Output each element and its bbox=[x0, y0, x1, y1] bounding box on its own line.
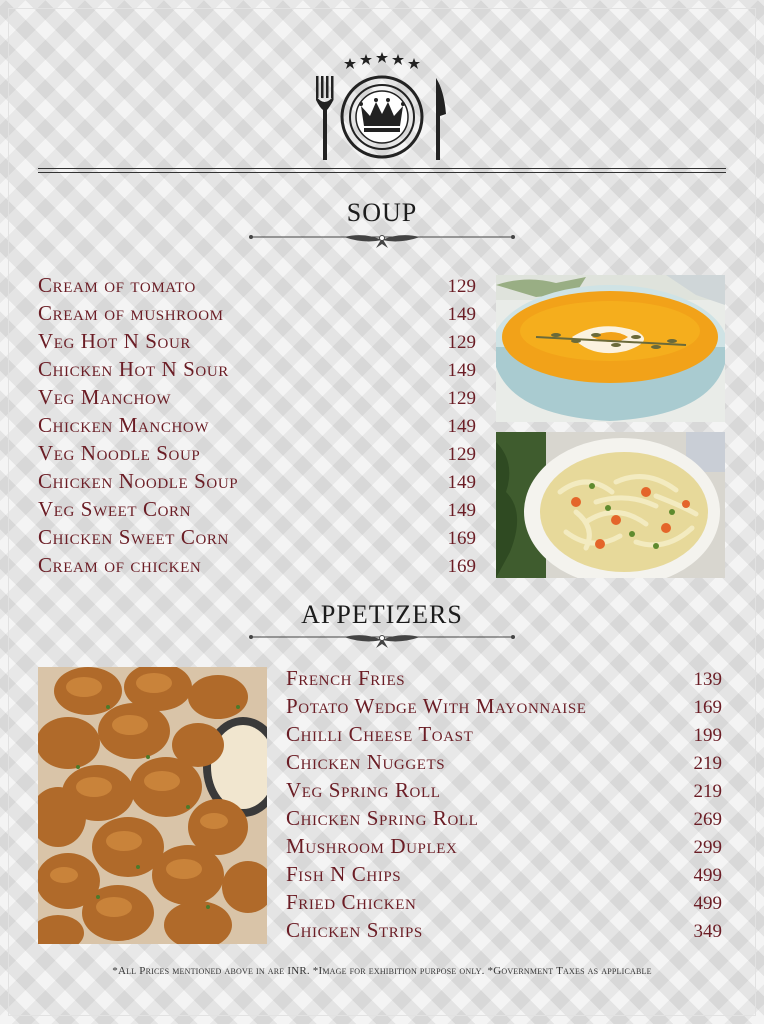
header-divider bbox=[38, 168, 726, 173]
appetizers-title: APPETIZERS bbox=[301, 600, 463, 629]
list-item: French Fries 139 bbox=[286, 666, 722, 690]
list-item: Fish N Chips 499 bbox=[286, 862, 722, 886]
restaurant-logo bbox=[312, 50, 452, 165]
list-item: Chicken Manchow 149 bbox=[38, 413, 476, 437]
soup-title: SOUP bbox=[346, 198, 418, 227]
list-item: Veg Hot N Sour 129 bbox=[38, 329, 476, 353]
list-item: Chicken Strips 349 bbox=[286, 918, 722, 942]
list-item: Chicken Nuggets 219 bbox=[286, 750, 722, 774]
appetizers-menu-list bbox=[286, 666, 722, 946]
list-item: Chicken Sweet Corn 169 bbox=[38, 525, 476, 549]
noodle-soup-photo bbox=[496, 432, 725, 578]
pumpkin-soup-photo bbox=[496, 275, 725, 422]
fork-plate-crown-knife-icon bbox=[312, 50, 452, 165]
appetizers-ornament-divider bbox=[248, 630, 516, 650]
list-item: Mushroom Duplex 299 bbox=[286, 834, 722, 858]
list-item: Chilli Cheese Toast 199 bbox=[286, 722, 722, 746]
soup-ornament-divider bbox=[248, 230, 516, 250]
list-item: Veg Manchow 129 bbox=[38, 385, 476, 409]
list-item: Chicken Noodle Soup 149 bbox=[38, 469, 476, 493]
list-item: Cream of mushroom 149 bbox=[38, 301, 476, 325]
list-item: Chicken Spring Roll 269 bbox=[286, 806, 722, 830]
list-item: Veg Noodle Soup 129 bbox=[38, 441, 476, 465]
list-item: Veg Spring Roll 219 bbox=[286, 778, 722, 802]
chicken-nuggets-photo bbox=[38, 667, 267, 944]
footer-disclaimer: *All Prices mentioned above in are INR. *Image for exhibition purpose only. *Government Taxes as applicable bbox=[112, 965, 652, 977]
list-item: Chicken Hot N Sour 149 bbox=[38, 357, 476, 381]
list-item: Potato Wedge With Mayonnaise 169 bbox=[286, 694, 722, 718]
list-item: Cream of tomato 129 bbox=[38, 273, 476, 297]
soup-menu-list bbox=[38, 273, 476, 581]
list-item: Fried Chicken 499 bbox=[286, 890, 722, 914]
list-item: Cream of chicken 169 bbox=[38, 553, 476, 577]
list-item: Veg Sweet Corn 149 bbox=[38, 497, 476, 521]
